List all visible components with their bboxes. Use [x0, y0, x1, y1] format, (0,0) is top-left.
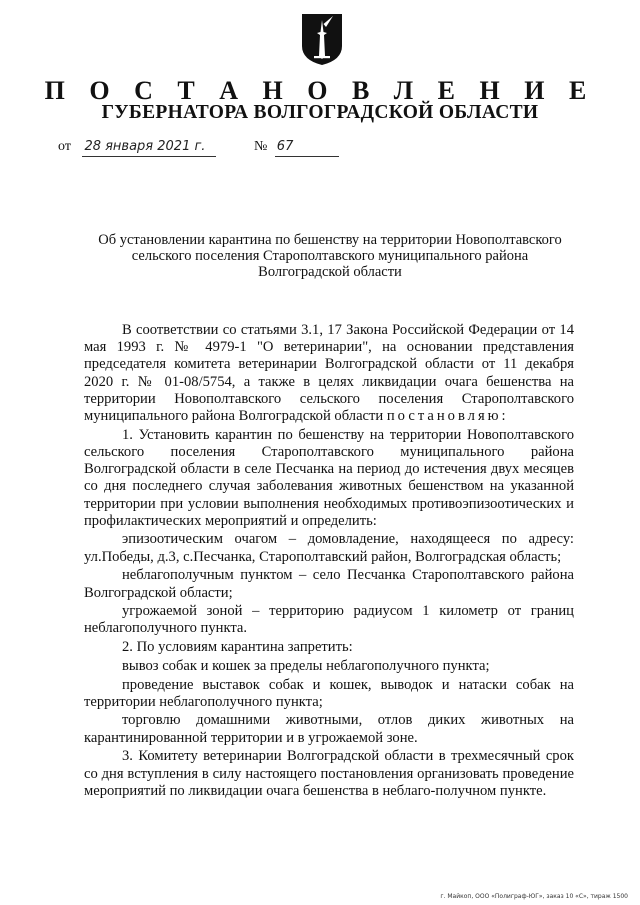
threat-zone-paragraph: угрожаемой зоной – территорию радиусом 1 километр от границ неблагополучного пункта. [84, 603, 574, 637]
number-label: № [253, 139, 268, 154]
decree-word: постановляю: [386, 408, 509, 425]
date-number-line [58, 138, 339, 157]
date-value: 28 января 2021 г. [84, 139, 206, 154]
focus-paragraph: эпизоотическим очагом – домовладение, находящееся по адресу: ул.Победы, д.3, с.Песчанка, Старополтавский район, Волгоградская область; [84, 531, 574, 565]
intro-paragraph: В соответствии со статьями 3.1, 17 Закона Российской Федерации от 14 мая 1993 г. № 4979-1 "О ветеринарии", на основании представления председателя комитета ветеринарии Волгоградской области от 11 декабря 2020 г. № 01-08/5754, а также в целях ликвидации очага бешенства на территории Новополтавского сельского поселения Старополтавского муниципального района Волгоградской области постановляю: [84, 322, 574, 425]
ban-2-paragraph: проведение выставок собак и кошек, выводок и натаски собак на территории неблагополучного пункта; [84, 676, 574, 710]
ban-3-paragraph: торговлю домашними животными, отлов диких животных на карантинированной территории и в угрожаемой зоне. [84, 712, 574, 746]
subject-line: Об установлении карантина по бешенству на территории Новополтавского [98, 232, 562, 248]
coat-of-arms-icon [300, 12, 344, 66]
item-2-paragraph: 2. По условиям карантина запретить: [122, 639, 353, 656]
item-1-paragraph: 1. Установить карантин по бешенству на территории Новополтавского сельского поселения Старополтавского муниципального района Волгоградской области в селе Песчанка на период до истечения двух месяцев со дня последнего случая заболевания животных бешенством на указанной территории при условии выполнения необходимых противоэпизоотических и профилактических мероприятий и определить: [84, 426, 574, 529]
date-field [82, 138, 216, 157]
document-body [84, 322, 574, 801]
number-field [275, 138, 339, 157]
document-subject [60, 232, 600, 280]
subject-line: сельского поселения Старополтавского муниципального района [131, 248, 529, 264]
subject-line: Волгоградской области [258, 264, 402, 280]
unfavorable-point-paragraph: неблагополучным пунктом – село Песчанка Старополтавского района Волгоградской области; [84, 567, 574, 601]
document-title: П О С Т А Н О В Л Е Н И Е [44, 76, 596, 105]
print-info: г. Майкоп, ООО «Полиграф-ЮГ», заказ 10 «С», тираж 1500 [440, 893, 628, 900]
ban-1-paragraph: вывоз собак и кошек за пределы неблагополучного пункта; [122, 657, 490, 674]
date-prefix: от [58, 139, 71, 154]
number-value: 67 [276, 139, 294, 154]
document-subtitle: ГУБЕРНАТОРА ВОЛГОГРАДСКОЙ ОБЛАСТИ [101, 102, 539, 123]
item-3-paragraph: 3. Комитету ветеринарии Волгоградской области в трехмесячный срок со дня вступления в силу настоящего постановления организовать проведение мероприятий по ликвидации очага бешенства в неблаго-получном пункте. [84, 748, 574, 799]
